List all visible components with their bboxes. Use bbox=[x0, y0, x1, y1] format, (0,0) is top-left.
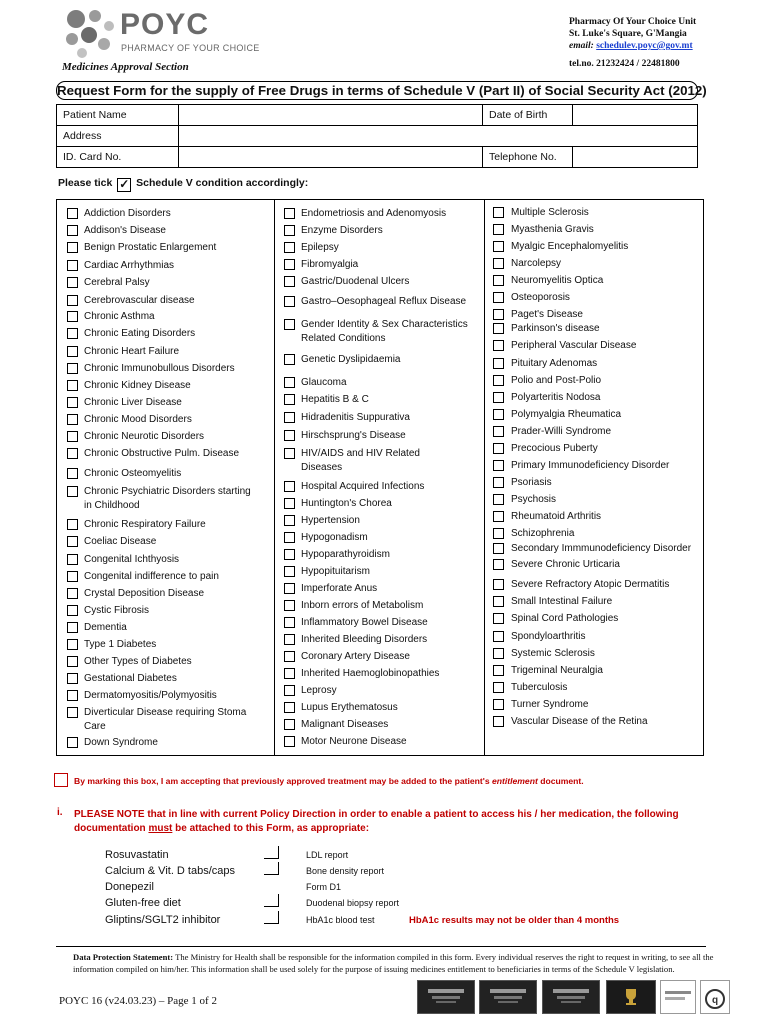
condition-checkbox[interactable] bbox=[67, 737, 78, 748]
quality-badge bbox=[700, 980, 730, 1014]
form-title: Request Form for the supply of Free Drugs in terms of Schedule V (Part II) of Social Security Act (2012) bbox=[57, 83, 707, 98]
condition-label: Polymyalgia Rheumatica bbox=[511, 409, 622, 420]
condition-label: Prader-Willi Syndrome bbox=[511, 426, 612, 437]
condition-label: in Childhood bbox=[84, 500, 140, 511]
condition-checkbox[interactable] bbox=[67, 690, 78, 701]
column-divider bbox=[274, 199, 275, 756]
condition-checkbox[interactable] bbox=[67, 448, 78, 459]
condition-checkbox[interactable] bbox=[67, 242, 78, 253]
document-attached-checkbox[interactable] bbox=[264, 894, 279, 907]
acceptance-suffix: document. bbox=[537, 776, 584, 786]
quality-mark-icon bbox=[663, 987, 693, 1007]
condition-label: Psoriasis bbox=[511, 477, 552, 488]
condition-label: Gastro–Oesophageal Reflux Disease bbox=[301, 296, 467, 307]
award-badge bbox=[606, 980, 656, 1014]
condition-checkbox[interactable] bbox=[284, 394, 295, 405]
condition-checkbox[interactable] bbox=[493, 494, 504, 505]
condition-label: Malignant Diseases bbox=[301, 719, 389, 730]
condition-checkbox[interactable] bbox=[284, 296, 295, 307]
condition-checkbox[interactable] bbox=[284, 600, 295, 611]
condition-label: Hypoparathyroidism bbox=[301, 549, 390, 560]
checkmark-icon: ✓ bbox=[119, 177, 130, 191]
contact-unit: Pharmacy Of Your Choice Unit bbox=[569, 17, 697, 27]
condition-checkbox[interactable] bbox=[67, 605, 78, 616]
condition-label: Benign Prostatic Enlargement bbox=[84, 242, 217, 253]
condition-checkbox[interactable] bbox=[67, 571, 78, 582]
condition-checkbox[interactable] bbox=[493, 241, 504, 252]
condition-label: Hypertension bbox=[301, 515, 360, 526]
drug-name: Donepezil bbox=[105, 881, 154, 893]
award-icon bbox=[426, 987, 466, 1005]
condition-checkbox[interactable] bbox=[493, 579, 504, 590]
condition-checkbox[interactable] bbox=[67, 707, 78, 718]
condition-checkbox[interactable] bbox=[493, 258, 504, 269]
condition-checkbox[interactable] bbox=[284, 719, 295, 730]
condition-label: Type 1 Diabetes bbox=[84, 639, 157, 650]
condition-label: Cystic Fibrosis bbox=[84, 605, 150, 616]
condition-label: Hidradenitis Suppurativa bbox=[301, 412, 410, 423]
condition-checkbox[interactable] bbox=[493, 543, 504, 554]
condition-label: Other Types of Diabetes bbox=[84, 656, 192, 667]
condition-label: Tuberculosis bbox=[511, 682, 568, 693]
condition-label: Trigeminal Neuralgia bbox=[511, 665, 603, 676]
condition-label: Peripheral Vascular Disease bbox=[511, 340, 637, 351]
condition-label: Epilepsy bbox=[301, 242, 339, 253]
condition-checkbox[interactable] bbox=[493, 358, 504, 369]
condition-checkbox[interactable] bbox=[67, 468, 78, 479]
condition-checkbox[interactable] bbox=[493, 275, 504, 286]
data-protection-label: Data Protection Statement: bbox=[73, 952, 174, 962]
condition-label: Gender Identity & Sex Characteristics bbox=[301, 319, 468, 330]
condition-label: Diverticular Disease requiring Stoma bbox=[84, 707, 247, 718]
condition-checkbox[interactable] bbox=[493, 528, 504, 539]
condition-checkbox[interactable] bbox=[493, 613, 504, 624]
condition-checkbox[interactable] bbox=[493, 716, 504, 727]
condition-label: Cardiac Arrhythmias bbox=[84, 260, 175, 271]
condition-label: HIV/AIDS and HIV Related bbox=[301, 448, 420, 459]
required-document: LDL report bbox=[306, 850, 349, 860]
condition-label: Inherited Bleeding Disorders bbox=[301, 634, 428, 645]
condition-checkbox[interactable] bbox=[284, 515, 295, 526]
condition-checkbox[interactable] bbox=[67, 519, 78, 530]
condition-label: Hypopituitarism bbox=[301, 566, 370, 577]
condition-label: Dementia bbox=[84, 622, 127, 633]
condition-checkbox[interactable] bbox=[493, 699, 504, 710]
condition-checkbox[interactable] bbox=[284, 498, 295, 509]
condition-checkbox[interactable] bbox=[493, 477, 504, 488]
award-badge bbox=[479, 980, 537, 1014]
logo-wordmark: POYC bbox=[120, 8, 210, 41]
condition-label: Chronic Respiratory Failure bbox=[84, 519, 206, 530]
condition-checkbox[interactable] bbox=[493, 631, 504, 642]
condition-label: Myalgic Encephalomyelitis bbox=[511, 241, 629, 252]
condition-label: Care bbox=[84, 721, 106, 732]
note-text-before: PLEASE NOTE that in line with current Policy Direction in order to enable a patient to access his / her medication, the following documentation bbox=[74, 809, 679, 834]
condition-label: Osteoporosis bbox=[511, 292, 570, 303]
condition-label: Polio and Post-Polio bbox=[511, 375, 602, 386]
condition-label: Spinal Cord Pathologies bbox=[511, 613, 619, 624]
condition-checkbox[interactable] bbox=[493, 426, 504, 437]
condition-checkbox[interactable] bbox=[67, 622, 78, 633]
divider bbox=[56, 946, 706, 947]
condition-checkbox[interactable] bbox=[284, 668, 295, 679]
condition-label: Chronic Immunobullous Disorders bbox=[84, 363, 235, 374]
condition-label: Spondyloarthritis bbox=[511, 631, 586, 642]
condition-label: Dermatomyositis/Polymyositis bbox=[84, 690, 217, 701]
condition-label: Congenital Ichthyosis bbox=[84, 554, 180, 565]
condition-checkbox[interactable] bbox=[284, 276, 295, 287]
document-attached-checkbox[interactable] bbox=[264, 846, 279, 859]
condition-label: Chronic Asthma bbox=[84, 311, 155, 322]
hba1c-note: HbA1c results may not be older than 4 months bbox=[409, 915, 620, 926]
note-marker: i. bbox=[57, 807, 63, 818]
condition-checkbox[interactable] bbox=[284, 736, 295, 747]
condition-checkbox[interactable] bbox=[284, 430, 295, 441]
condition-checkbox[interactable] bbox=[67, 588, 78, 599]
drug-name: Gluten-free diet bbox=[105, 897, 181, 909]
condition-label: Severe Chronic Urticaria bbox=[511, 559, 620, 570]
condition-checkbox[interactable] bbox=[67, 346, 78, 357]
condition-label: Hepatitis B & C bbox=[301, 394, 369, 405]
condition-label: Leprosy bbox=[301, 685, 337, 696]
condition-label: Coronary Artery Disease bbox=[301, 651, 410, 662]
condition-checkbox[interactable] bbox=[284, 617, 295, 628]
award-badge bbox=[417, 980, 475, 1014]
condition-label: Narcolepsy bbox=[511, 258, 562, 269]
telephone-label: Telephone No. bbox=[483, 147, 573, 168]
condition-checkbox[interactable] bbox=[67, 656, 78, 667]
condition-checkbox[interactable] bbox=[67, 486, 78, 497]
patient-name-label: Patient Name bbox=[57, 105, 179, 126]
condition-checkbox[interactable] bbox=[67, 208, 78, 219]
condition-checkbox[interactable] bbox=[284, 481, 295, 492]
condition-checkbox[interactable] bbox=[493, 309, 504, 320]
quality-badge bbox=[660, 980, 696, 1014]
contact-email-row bbox=[569, 40, 696, 52]
address-field[interactable] bbox=[179, 126, 698, 147]
email-link[interactable]: schedulev.poyc@gov.mt bbox=[596, 41, 693, 51]
condition-label: Parkinson's disease bbox=[511, 323, 600, 334]
condition-label: Myasthenia Gravis bbox=[511, 224, 594, 235]
condition-label: Fibromyalgia bbox=[301, 259, 359, 270]
condition-checkbox[interactable] bbox=[284, 549, 295, 560]
condition-checkbox[interactable] bbox=[493, 682, 504, 693]
condition-checkbox[interactable] bbox=[493, 224, 504, 235]
condition-checkbox[interactable] bbox=[493, 460, 504, 471]
condition-label: Huntington's Chorea bbox=[301, 498, 392, 509]
policy-note bbox=[74, 808, 714, 836]
condition-label: Congenital indifference to pain bbox=[84, 571, 219, 582]
condition-label: Chronic Eating Disorders bbox=[84, 328, 196, 339]
svg-text:q: q bbox=[711, 995, 719, 1006]
required-document: HbA1c blood test bbox=[306, 915, 375, 925]
condition-checkbox[interactable] bbox=[284, 412, 295, 423]
condition-label: Crystal Deposition Disease bbox=[84, 588, 205, 599]
condition-label: Vascular Disease of the Retina bbox=[511, 716, 648, 727]
logo-tagline: PHARMACY OF YOUR CHOICE bbox=[121, 43, 260, 53]
condition-label: Secondary Immmunodeficiency Disorder bbox=[511, 543, 692, 554]
condition-label: Gestational Diabetes bbox=[84, 673, 177, 684]
condition-checkbox[interactable] bbox=[67, 380, 78, 391]
condition-label: Chronic Heart Failure bbox=[84, 346, 180, 357]
condition-label: Motor Neurone Disease bbox=[301, 736, 407, 747]
condition-checkbox[interactable] bbox=[67, 295, 78, 306]
condition-label: Primary Immunodeficiency Disorder bbox=[511, 460, 670, 471]
patient-details-table bbox=[56, 104, 698, 168]
accept-previous-treatment-checkbox[interactable] bbox=[54, 773, 68, 787]
condition-label: Paget's Disease bbox=[511, 309, 583, 320]
condition-label: Addison's Disease bbox=[84, 225, 166, 236]
condition-label: Chronic Neurotic Disorders bbox=[84, 431, 205, 442]
note-must: must bbox=[148, 823, 173, 834]
condition-checkbox[interactable] bbox=[493, 375, 504, 386]
condition-checkbox[interactable] bbox=[67, 536, 78, 547]
condition-checkbox[interactable] bbox=[493, 207, 504, 218]
condition-checkbox[interactable] bbox=[284, 208, 295, 219]
condition-label: Systemic Sclerosis bbox=[511, 648, 595, 659]
data-protection-statement bbox=[73, 952, 733, 975]
condition-label: Gastric/Duodenal Ulcers bbox=[301, 276, 410, 287]
condition-checkbox[interactable] bbox=[493, 559, 504, 570]
contact-telephone: tel.no. 21232424 / 22481800 bbox=[569, 59, 680, 69]
data-protection-text: The Ministry for Health shall be responsible for the information compiled in this form. Every individual reserves the right to request in writing, to see all the information compiled on him/her. This information shall be used solely for the purpose of issuing medicines entitlement to beneficiaries in terms of the Schedule V legislation. bbox=[73, 952, 714, 974]
condition-label: Chronic Kidney Disease bbox=[84, 380, 191, 391]
award-icon bbox=[488, 987, 528, 1005]
poyc-logo-mark bbox=[62, 6, 118, 62]
condition-label: Enzyme Disorders bbox=[301, 225, 383, 236]
address-label: Address bbox=[57, 126, 179, 147]
tick-instruction-after: Schedule V condition accordingly: bbox=[136, 177, 309, 189]
condition-checkbox[interactable] bbox=[67, 328, 78, 339]
id-card-field[interactable] bbox=[179, 147, 483, 168]
condition-checkbox[interactable] bbox=[67, 260, 78, 271]
condition-label: Coeliac Disease bbox=[84, 536, 157, 547]
condition-checkbox[interactable] bbox=[284, 583, 295, 594]
condition-checkbox[interactable] bbox=[284, 634, 295, 645]
condition-checkbox[interactable] bbox=[284, 259, 295, 270]
condition-checkbox[interactable] bbox=[67, 397, 78, 408]
page-footer: POYC 16 (v24.03.23) – Page 1 of 2 bbox=[59, 995, 217, 1007]
condition-checkbox[interactable] bbox=[284, 532, 295, 543]
condition-label: Endometriosis and Adenomyosis bbox=[301, 208, 447, 219]
acceptance-prefix: By marking this box, I am accepting that previously approved treatment may be added to the patient's bbox=[74, 776, 492, 786]
document-attached-checkbox[interactable] bbox=[264, 911, 279, 924]
condition-checkbox[interactable] bbox=[284, 242, 295, 253]
condition-label: Diseases bbox=[301, 462, 343, 473]
condition-checkbox[interactable] bbox=[493, 392, 504, 403]
condition-label: Psychosis bbox=[511, 494, 557, 505]
condition-label: Polyarteritis Nodosa bbox=[511, 392, 601, 403]
condition-checkbox[interactable] bbox=[67, 363, 78, 374]
condition-label: Chronic Psychiatric Disorders starting bbox=[84, 486, 251, 497]
required-document: Duodenal biopsy report bbox=[306, 898, 400, 908]
condition-label: Down Syndrome bbox=[84, 737, 158, 748]
condition-checkbox[interactable] bbox=[284, 319, 295, 330]
trophy-icon bbox=[616, 987, 646, 1007]
condition-checkbox[interactable] bbox=[284, 566, 295, 577]
contact-block bbox=[569, 16, 696, 70]
acceptance-text bbox=[74, 776, 584, 786]
patient-name-field[interactable] bbox=[179, 105, 483, 126]
condition-label: Schizophrenia bbox=[511, 528, 575, 539]
condition-label: Genetic Dyslipidaemia bbox=[301, 354, 401, 365]
condition-label: Inflammatory Bowel Disease bbox=[301, 617, 428, 628]
condition-checkbox[interactable] bbox=[493, 443, 504, 454]
condition-label: Pituitary Adenomas bbox=[511, 358, 598, 369]
condition-label: Neuromyelitis Optica bbox=[511, 275, 604, 286]
condition-checkbox[interactable] bbox=[284, 651, 295, 662]
tick-instruction-before: Please tick bbox=[58, 177, 113, 189]
condition-label: Cerebral Palsy bbox=[84, 277, 150, 288]
condition-checkbox[interactable] bbox=[493, 648, 504, 659]
condition-label: Severe Refractory Atopic Dermatitis bbox=[511, 579, 670, 590]
condition-label: Addiction Disorders bbox=[84, 208, 171, 219]
condition-label: Multiple Sclerosis bbox=[511, 207, 589, 218]
condition-label: Related Conditions bbox=[301, 333, 386, 344]
telephone-field[interactable] bbox=[573, 147, 698, 168]
column-divider bbox=[484, 199, 485, 756]
id-card-label: ID. Card No. bbox=[57, 147, 179, 168]
award-badge bbox=[542, 980, 600, 1014]
condition-checkbox[interactable] bbox=[493, 409, 504, 420]
condition-checkbox[interactable] bbox=[67, 554, 78, 565]
condition-label: Inherited Haemoglobinopathies bbox=[301, 668, 440, 679]
condition-label: Cerebrovascular disease bbox=[84, 295, 195, 306]
condition-checkbox[interactable] bbox=[67, 639, 78, 650]
condition-label: Chronic Obstructive Pulm. Disease bbox=[84, 448, 240, 459]
required-document: Form D1 bbox=[306, 882, 342, 892]
condition-label: Chronic Mood Disorders bbox=[84, 414, 192, 425]
condition-checkbox[interactable] bbox=[493, 323, 504, 334]
condition-checkbox[interactable] bbox=[67, 673, 78, 684]
document-attached-checkbox[interactable] bbox=[264, 862, 279, 875]
condition-checkbox[interactable] bbox=[284, 448, 295, 459]
email-label: email: bbox=[569, 41, 594, 51]
section-name: Medicines Approval Section bbox=[62, 61, 189, 73]
condition-checkbox[interactable] bbox=[493, 596, 504, 607]
condition-label: Glaucoma bbox=[301, 377, 347, 388]
condition-label: Chronic Osteomyelitis bbox=[84, 468, 182, 479]
condition-checkbox[interactable] bbox=[493, 340, 504, 351]
condition-checkbox[interactable] bbox=[493, 665, 504, 676]
condition-checkbox[interactable] bbox=[284, 225, 295, 236]
condition-label: Turner Syndrome bbox=[511, 699, 589, 710]
condition-checkbox[interactable] bbox=[67, 225, 78, 236]
condition-label: Rheumatoid Arthritis bbox=[511, 511, 602, 522]
condition-checkbox[interactable] bbox=[67, 277, 78, 288]
condition-label: Hospital Acquired Infections bbox=[301, 481, 425, 492]
condition-label: Lupus Erythematosus bbox=[301, 702, 398, 713]
quality-seal-icon bbox=[703, 987, 727, 1011]
condition-label: Imperforate Anus bbox=[301, 583, 378, 594]
condition-checkbox[interactable] bbox=[284, 354, 295, 365]
condition-label: Inborn errors of Metabolism bbox=[301, 600, 424, 611]
drug-name: Rosuvastatin bbox=[105, 849, 169, 861]
drug-name: Calcium & Vit. D tabs/caps bbox=[105, 865, 236, 877]
drug-name: Gliptins/SGLT2 inhibitor bbox=[105, 914, 221, 926]
date-of-birth-label: Date of Birth bbox=[483, 105, 573, 126]
tick-instruction bbox=[58, 177, 308, 192]
note-text-after: be attached to this Form, as appropriate: bbox=[172, 823, 370, 834]
acceptance-emphasis: entitlement bbox=[491, 776, 538, 786]
award-icon bbox=[551, 987, 591, 1005]
condition-checkbox[interactable] bbox=[284, 702, 295, 713]
condition-label: Small Intestinal Failure bbox=[511, 596, 613, 607]
required-document: Bone density report bbox=[306, 866, 385, 876]
contact-address: St. Luke's Square, G'Mangia bbox=[569, 29, 687, 39]
condition-checkbox[interactable] bbox=[284, 685, 295, 696]
condition-label: Hypogonadism bbox=[301, 532, 368, 543]
condition-checkbox[interactable] bbox=[67, 311, 78, 322]
condition-checkbox[interactable] bbox=[67, 431, 78, 442]
condition-checkbox[interactable] bbox=[284, 377, 295, 388]
condition-label: Precocious Puberty bbox=[511, 443, 598, 454]
date-of-birth-field[interactable] bbox=[573, 105, 698, 126]
condition-checkbox[interactable] bbox=[67, 414, 78, 425]
condition-checkbox[interactable] bbox=[493, 511, 504, 522]
condition-label: Chronic Liver Disease bbox=[84, 397, 182, 408]
condition-checkbox[interactable] bbox=[493, 292, 504, 303]
condition-label: Hirschsprung's Disease bbox=[301, 430, 406, 441]
